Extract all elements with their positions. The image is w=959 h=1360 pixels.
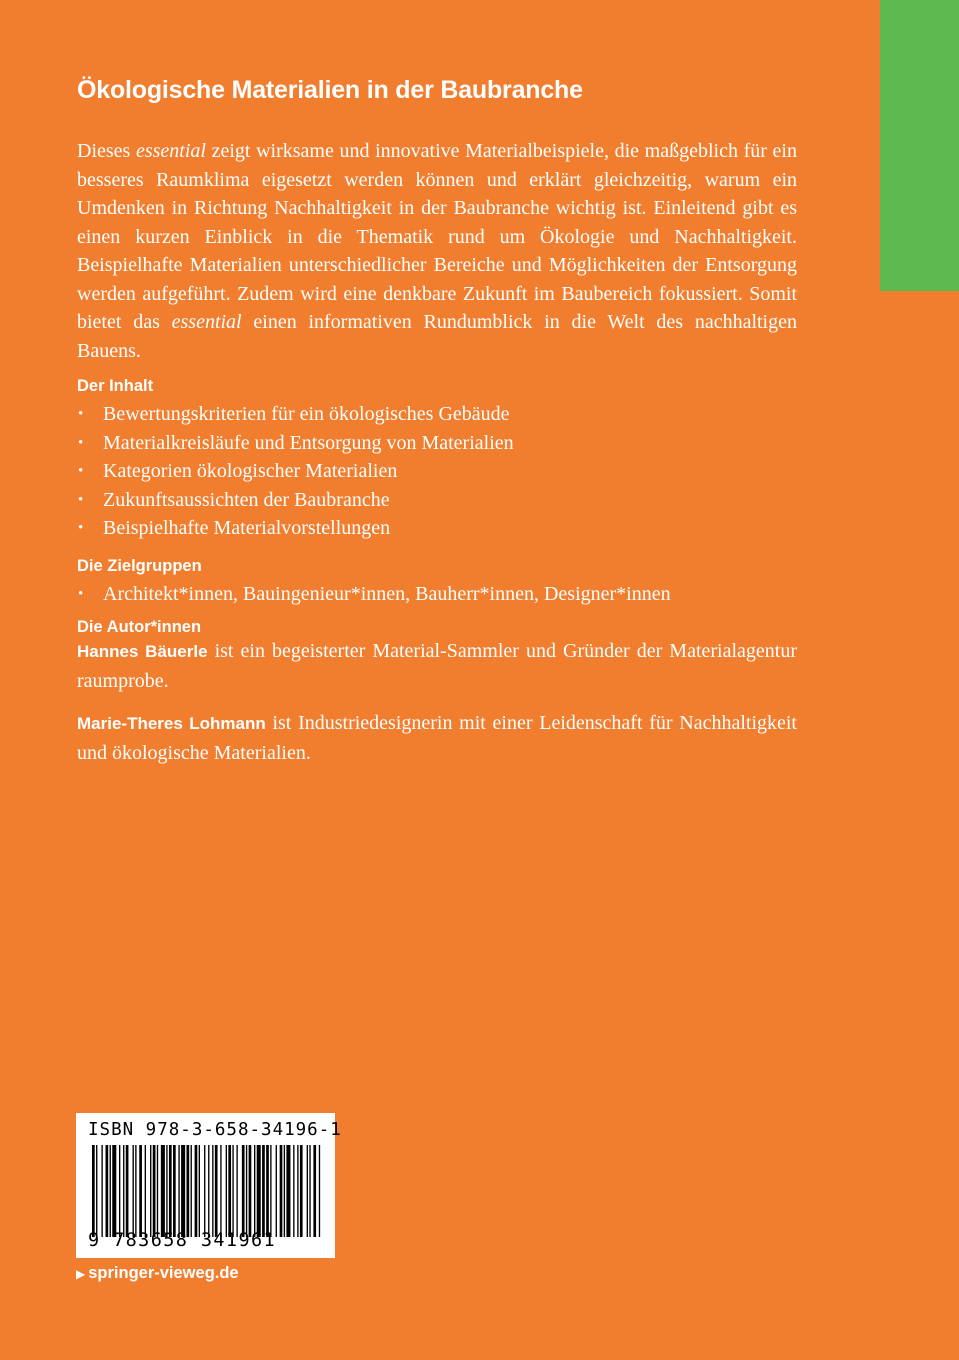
play-arrow-icon: ▶ [76,1266,86,1281]
author-2-bio [77,709,797,767]
bullet-icon: • [78,463,84,479]
intro-emphasis-2: essential [171,311,242,333]
isbn-label: ISBN 978-3-658-34196-1 [88,1120,342,1140]
barcode-bar [280,1145,283,1237]
inhalt-heading: Der Inhalt [77,377,154,395]
barcode-bar [169,1145,172,1237]
barcode-bar [112,1145,116,1237]
description-paragraph [77,137,797,365]
back-cover-content [77,76,797,767]
barcode-bar [307,1145,308,1237]
barcode-bar [297,1145,298,1237]
list-item: • Beispielhafte Materialvorstellungen [77,514,797,543]
author-2-name: Marie-Theres Lohmann [77,714,266,733]
barcode-bar [284,1145,285,1237]
barcode-bar [242,1145,245,1237]
barcode-bar [126,1145,129,1237]
barcode-bar [145,1145,146,1237]
intro-emphasis-1: essential [135,140,206,162]
barcode-bar [262,1145,265,1237]
barcode-bar [232,1145,233,1237]
barcode-bar [313,1145,316,1237]
barcode-bar [215,1145,218,1237]
author-1-name: Hannes Bäuerle [77,642,208,661]
publisher-link-text: springer-vieweg.de [88,1264,239,1282]
author-2-text: ist Industriedesignerin mit einer Leidenschaft für Nachhaltigkeit und ökologische Materialien. [77,712,797,764]
barcode-bar [212,1145,213,1237]
list-item: • Kategorien ökologischer Materialien [77,457,797,486]
bullet-icon: • [78,585,84,602]
author-1-text: ist ein begeisterter Material-Sammler und Gründer der Materialagentur raumprobe. [77,640,797,692]
intro-text-1: Dieses [77,140,136,162]
barcode-bar [254,1145,255,1237]
zielgruppen-heading: Die Zielgruppen [77,556,202,575]
barcode-bar [133,1145,134,1237]
barcode-bar [286,1145,290,1237]
barcode-bar [166,1145,167,1237]
barcode-bar [249,1145,252,1237]
barcode-bar [228,1145,231,1237]
green-accent-tab [880,0,959,291]
barcode-bar [187,1145,190,1237]
intro-text-2: zeigt wirksame und innovative Materialbeispiele, die maßgeblich für ein besseres Raumklima eigesetzt werden können und erklärt gleichzeitig, warum ein Umdenken in Richtung Nachhaltigkeit in der Baubranche wichtig ist. Einleitend gibt es einen kurzen Einblick in die Thematik rund um Ökologie und Nachhaltigkeit. Beispielhafte Materialien unterschiedlicher Bereiche und Möglichkeiten der Entsorgung werden aufgeführt. Zudem wird eine denkbare Zukunft im Baubereich fokussiert. Somit bietet das [77,140,797,333]
barcode-bar [204,1145,205,1237]
author-1-bio [77,637,797,695]
barcode-bar [92,1145,95,1237]
barcode-bar [246,1145,247,1237]
inhalt-list [77,400,797,543]
barcode-bars [86,1145,325,1237]
autoren-heading: Die Autor*innen [77,618,202,636]
barcode-bar [319,1145,320,1237]
barcode-bar [220,1145,221,1237]
barcode-bar [270,1145,271,1237]
barcode-bar [181,1145,185,1237]
barcode-bar [119,1145,120,1237]
bullet-icon: • [78,520,84,536]
barcode-bar [153,1145,156,1237]
bullet-icon: • [78,434,84,451]
barcode-bar [157,1145,158,1237]
barcode-bar [226,1145,227,1237]
barcode-bar [101,1145,102,1237]
barcode-bar [293,1145,294,1237]
zielgruppen-list [77,580,797,609]
barcode-bar [178,1145,179,1237]
book-title: Ökologische Materialien in der Baubranche [77,76,583,104]
barcode-bar [300,1145,303,1237]
barcode-bar [309,1145,310,1237]
list-item: • Architekt*innen, Bauingenieur*innen, Bauherr*innen, Designer*innen [77,580,797,609]
barcode-bar [266,1145,269,1237]
barcode-bar [161,1145,165,1237]
barcode-bar [276,1145,277,1237]
barcode-bar [110,1145,111,1237]
barcode-bar [208,1145,209,1237]
list-item: • Zukunftsaussichten der Baubranche [77,486,797,515]
barcode-bar [195,1145,198,1237]
bullet-icon: • [78,491,84,508]
intro-text-3: einen informativen Rundumblick in die Welt des nachhaltigen Bauens. [77,311,797,362]
bullet-icon: • [78,406,84,422]
barcode-bar [236,1145,237,1237]
barcode-bar [257,1145,261,1237]
list-item: • Bewertungskriterien für ein ökologisches Gebäude [77,400,797,429]
ean-digits: 9 783658 341961 [88,1230,277,1251]
barcode-bar [106,1145,109,1237]
barcode-bar [139,1145,142,1237]
barcode-bar [96,1145,97,1237]
barcode-bar [123,1145,124,1237]
publisher-link[interactable] [76,1264,239,1283]
list-item: • Materialkreisläufe und Entsorgung von Materialien [77,429,797,458]
isbn-barcode [76,1113,342,1258]
barcode-bar [199,1145,200,1237]
barcode-bar [191,1145,192,1237]
barcode-bar [150,1145,151,1237]
barcode-bar [135,1145,136,1237]
barcode-bar [173,1145,176,1237]
